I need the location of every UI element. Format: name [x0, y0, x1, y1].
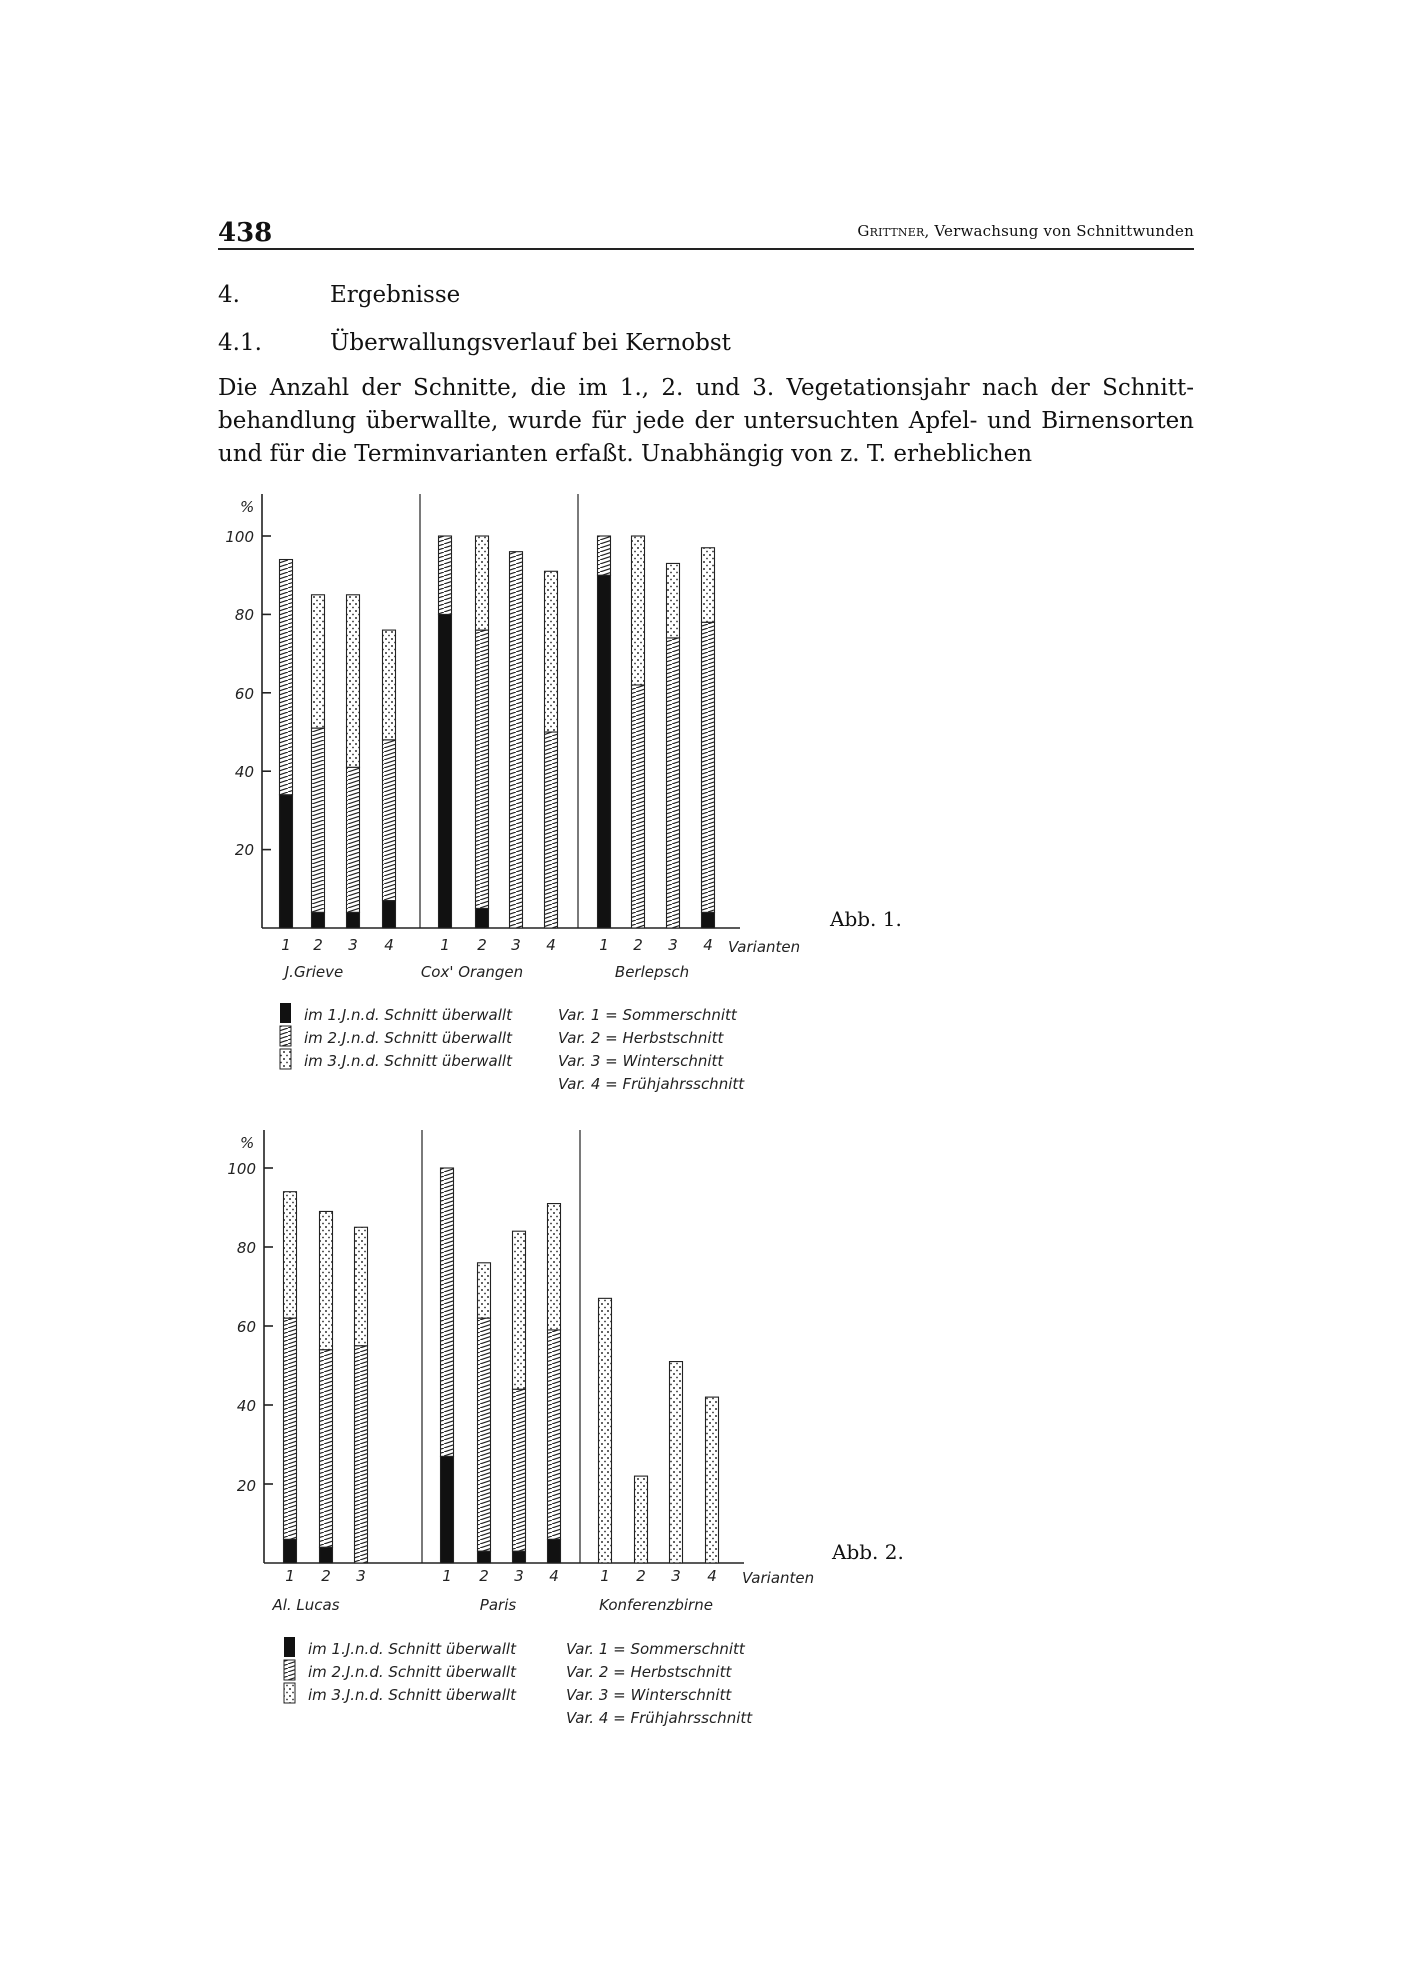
running-head-title: , Verwachsung von Schnittwunden: [924, 222, 1194, 240]
x-tick-label: 2: [477, 936, 487, 954]
body-paragraph: Die Anzahl der Schnitte, die im 1., 2. und 3. Vegetationsjahr nach der Schnittbehandlung überwallte, wurde für jede der untersuchten Apfel- und Birnensorten und für die Terminvarianten erfaßt. Unabhängig von z. T. erheblichen: [218, 375, 1194, 467]
bar-segment-hatched: [548, 1330, 561, 1539]
figure-1-ytick: 100: [225, 528, 254, 546]
variant-note: Var. 2 = Herbstschnitt: [566, 1663, 732, 1681]
bar-segment-hatched: [702, 622, 715, 912]
figure-2-group-label: Konferenzbirne: [599, 1596, 713, 1614]
bar-segment-dotted: [476, 536, 489, 630]
bar-segment-hatched: [284, 1318, 297, 1539]
x-tick-label: 4: [384, 936, 394, 954]
bar-segment-dotted: [632, 536, 645, 685]
legend-item: im 2.J.n.d. Schnitt überwallt: [308, 1663, 516, 1681]
x-tick-label: 4: [549, 1567, 559, 1585]
bar-segment-dotted: [355, 1227, 368, 1346]
bar-segment-dotted: [706, 1397, 719, 1563]
x-tick-label: 1: [440, 936, 450, 954]
bar-segment-solid: [441, 1456, 454, 1563]
legend-item: im 2.J.n.d. Schnitt überwallt: [304, 1029, 512, 1047]
legend-swatch-dotted: [280, 1049, 291, 1069]
bar-segment-solid: [284, 1539, 297, 1563]
legend-swatch-hatched: [284, 1660, 295, 1680]
bar-segment-dotted: [599, 1298, 612, 1563]
bar-segment-solid: [702, 912, 715, 928]
bar-segment-dotted: [478, 1263, 491, 1318]
bar-segment-hatched: [320, 1350, 333, 1548]
figure-2-group-label: Paris: [479, 1596, 517, 1614]
variant-note: Var. 4 = Frühjahrsschnitt: [566, 1709, 753, 1727]
figure-1-ytick: 20: [234, 841, 254, 859]
bar-segment-dotted: [545, 571, 558, 732]
section-title: Überwallungsverlauf bei Kernobst: [330, 330, 731, 356]
legend-item: im 3.J.n.d. Schnitt überwallt: [308, 1686, 516, 1704]
bar-segment-solid: [280, 795, 293, 928]
x-tick-label: 2: [479, 1567, 489, 1585]
x-tick-label: 4: [546, 936, 556, 954]
variant-note: Var. 1 = Sommerschnitt: [566, 1640, 745, 1658]
bar-segment-solid: [513, 1551, 526, 1563]
x-tick-label: 4: [707, 1567, 717, 1585]
bar-segment-solid: [598, 575, 611, 928]
bar-segment-solid: [383, 901, 396, 928]
variant-note: Var. 3 = Winterschnitt: [558, 1052, 724, 1070]
figure-2-caption: Abb. 2.: [832, 1540, 904, 1564]
figure-2-ytick: 100: [227, 1160, 256, 1178]
variant-note: Var. 2 = Herbstschnitt: [558, 1029, 724, 1047]
figure-1-plot: [262, 494, 740, 954]
figure-1-ylabel: %: [240, 498, 255, 516]
x-tick-label: 1: [442, 1567, 452, 1585]
x-tick-label: 3: [514, 1567, 524, 1585]
figure-2-ytick: 80: [236, 1239, 256, 1257]
section-number: 4.: [218, 282, 240, 308]
bar-segment-solid: [312, 912, 325, 928]
figure-2-xlabel: Varianten: [742, 1569, 815, 1587]
bar-segment-dotted: [670, 1362, 683, 1563]
figure-2-group-label: Al. Lucas: [272, 1596, 340, 1614]
bar-segment-hatched: [439, 536, 452, 614]
bar-segment-dotted: [513, 1231, 526, 1389]
bar-segment-solid: [320, 1547, 333, 1563]
page-number: 438: [218, 218, 273, 248]
bar-segment-hatched: [476, 630, 489, 908]
bar-segment-hatched: [510, 552, 523, 928]
variant-note: Var. 4 = Frühjahrsschnitt: [558, 1075, 745, 1093]
bar-segment-dotted: [667, 563, 680, 637]
figure-1: [225, 494, 902, 1093]
bar-segment-hatched: [545, 732, 558, 928]
figure-1-ytick: 80: [234, 606, 254, 624]
bar-segment-dotted: [320, 1211, 333, 1349]
bar-segment-hatched: [598, 536, 611, 575]
x-tick-label: 4: [703, 936, 713, 954]
bar-segment-hatched: [667, 638, 680, 928]
x-tick-label: 3: [671, 1567, 681, 1585]
figure-1-ytick: 60: [234, 685, 254, 703]
legend-item: im 1.J.n.d. Schnitt überwallt: [308, 1640, 516, 1658]
bar-segment-solid: [548, 1539, 561, 1563]
x-tick-label: 2: [321, 1567, 331, 1585]
figure-1-xlabel: Varianten: [728, 938, 801, 956]
bar-segment-dotted: [702, 548, 715, 622]
bar-segment-dotted: [347, 595, 360, 767]
x-tick-label: 3: [356, 1567, 366, 1585]
section-title: Ergebnisse: [330, 282, 461, 308]
x-tick-label: 3: [511, 936, 521, 954]
figure-1-group-label: J.Grieve: [284, 963, 344, 981]
figure-2-ytick: 60: [236, 1318, 256, 1336]
bar-segment-hatched: [312, 728, 325, 912]
bar-segment-solid: [439, 614, 452, 928]
bar-segment-dotted: [635, 1476, 648, 1563]
bar-segment-dotted: [383, 630, 396, 740]
legend-swatch-hatched: [280, 1026, 291, 1046]
variant-note: Var. 3 = Winterschnitt: [566, 1686, 732, 1704]
bar-segment-solid: [478, 1551, 491, 1563]
figure-2-ylabel: %: [240, 1134, 255, 1152]
figure-1-caption: Abb. 1.: [830, 907, 902, 931]
running-head-author: Grittner: [857, 222, 925, 240]
bar-segment-dotted: [548, 1204, 561, 1330]
bar-segment-hatched: [632, 685, 645, 928]
x-tick-label: 2: [313, 936, 323, 954]
figure-1-group-label: Berlepsch: [614, 963, 690, 981]
section-number: 4.1.: [218, 330, 262, 356]
bar-segment-hatched: [383, 740, 396, 901]
x-tick-label: 1: [599, 936, 609, 954]
figure-2-plot: [264, 1130, 744, 1585]
x-tick-label: 1: [285, 1567, 295, 1585]
bar-segment-hatched: [441, 1168, 454, 1456]
variant-note: Var. 1 = Sommerschnitt: [558, 1006, 737, 1024]
figure-2-ytick: 20: [236, 1477, 256, 1495]
bar-segment-dotted: [312, 595, 325, 728]
figure-1-ytick: 40: [234, 763, 254, 781]
figure-1-group-label: Cox' Orangen: [420, 963, 524, 981]
x-tick-label: 3: [348, 936, 358, 954]
bar-segment-hatched: [347, 767, 360, 912]
bar-segment-hatched: [280, 560, 293, 795]
figure-2-ytick: 40: [236, 1397, 256, 1415]
bar-segment-hatched: [478, 1318, 491, 1551]
bar-segment-solid: [347, 912, 360, 928]
legend-swatch-solid: [280, 1003, 291, 1023]
legend-item: im 1.J.n.d. Schnitt überwallt: [304, 1006, 512, 1024]
x-tick-label: 2: [633, 936, 643, 954]
legend-item: im 3.J.n.d. Schnitt überwallt: [304, 1052, 512, 1070]
bar-segment-hatched: [513, 1389, 526, 1551]
x-tick-label: 1: [281, 936, 291, 954]
figure-2: [227, 1130, 904, 1727]
legend-swatch-dotted: [284, 1683, 295, 1703]
x-tick-label: 1: [600, 1567, 610, 1585]
x-tick-label: 2: [636, 1567, 646, 1585]
bar-segment-dotted: [284, 1192, 297, 1318]
bar-segment-solid: [476, 908, 489, 928]
bar-segment-hatched: [355, 1346, 368, 1563]
legend-swatch-solid: [284, 1637, 295, 1657]
x-tick-label: 3: [668, 936, 678, 954]
